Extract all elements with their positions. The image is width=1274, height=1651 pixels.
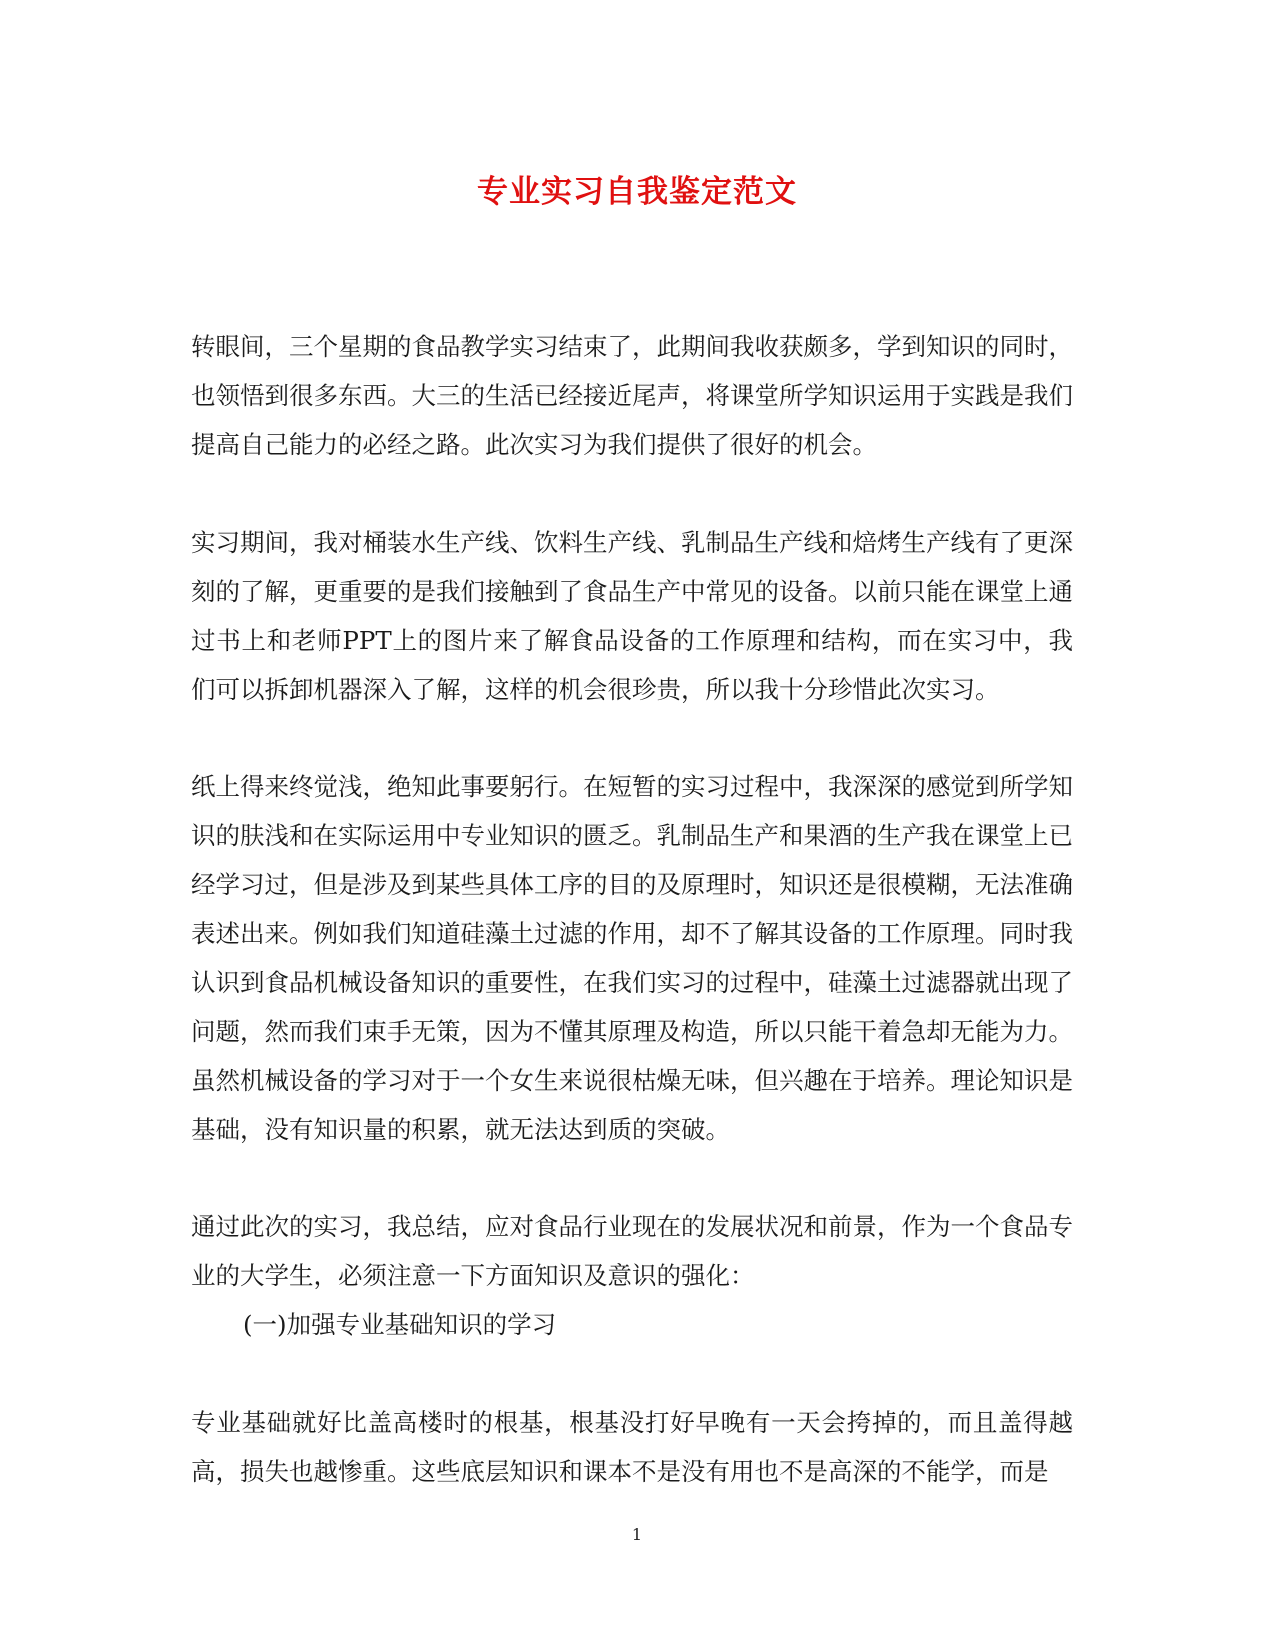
page-number: 1: [631, 1525, 643, 1544]
paragraph-summary: 通过此次的实习，我总结，应对食品行业现在的发展状况和前景，作为一个食品专业的大学生，必须注意一下方面知识及意识的强化：: [191, 1212, 1073, 1290]
paragraph-intro: 转眼间，三个星期的食品教学实习结束了，此期间我收获颇多，学到知识的同时，也领悟到很多东西。大三的生活已经接近尾声，将课堂所学知识运用于实践是我们提高自己能力的必经之路。此次实习为我们提供了很好的机会。: [191, 332, 1073, 459]
paragraph-reflection: 纸上得来终觉浅，绝知此事要躬行。在短暂的实习过程中，我深深的感觉到所学知识的肤浅和在实际运用中专业知识的匮乏。乳制品生产和果酒的生产我在课堂上已经学习过，但是涉及到某些具体工序的目的及原理时，知识还是很模糊，无法准确表述出来。例如我们知道硅藻土过滤的作用，却不了解其设备的工作原理。同时我认识到食品机械设备知识的重要性，在我们实习的过程中，硅藻土过滤器就出现了问题，然而我们束手无策，因为不懂其原理及构造，所以只能干着急却无能为力。虽然机械设备的学习对于一个女生来说很枯燥无味，但兴趣在于培养。理论知识是基础，没有知识量的积累，就无法达到质的突破。: [191, 772, 1073, 1144]
paragraph-internship-period: 实习期间，我对桶装水生产线、饮料生产线、乳制品生产线和焙烤生产线有了更深刻的了解，更重要的是我们接触到了食品生产中常见的设备。以前只能在课堂上通过书上和老师PPT上的图片来了解食品设备的工作原理和结构，而在实习中，我们可以拆卸机器深入了解，这样的机会很珍贵，所以我十分珍惜此次实习。: [191, 528, 1073, 704]
document-title: 专业实习自我鉴定范文: [477, 174, 797, 210]
subheading-basic-knowledge: (一)加强专业基础知识的学习: [243, 1310, 557, 1339]
paragraph-foundation: 专业基础就好比盖高楼时的根基，根基没打好早晚有一天会挎掉的，而且盖得越高，损失也越惨重。这些底层知识和课本不是没有用也不是高深的不能学，而是: [191, 1408, 1073, 1486]
